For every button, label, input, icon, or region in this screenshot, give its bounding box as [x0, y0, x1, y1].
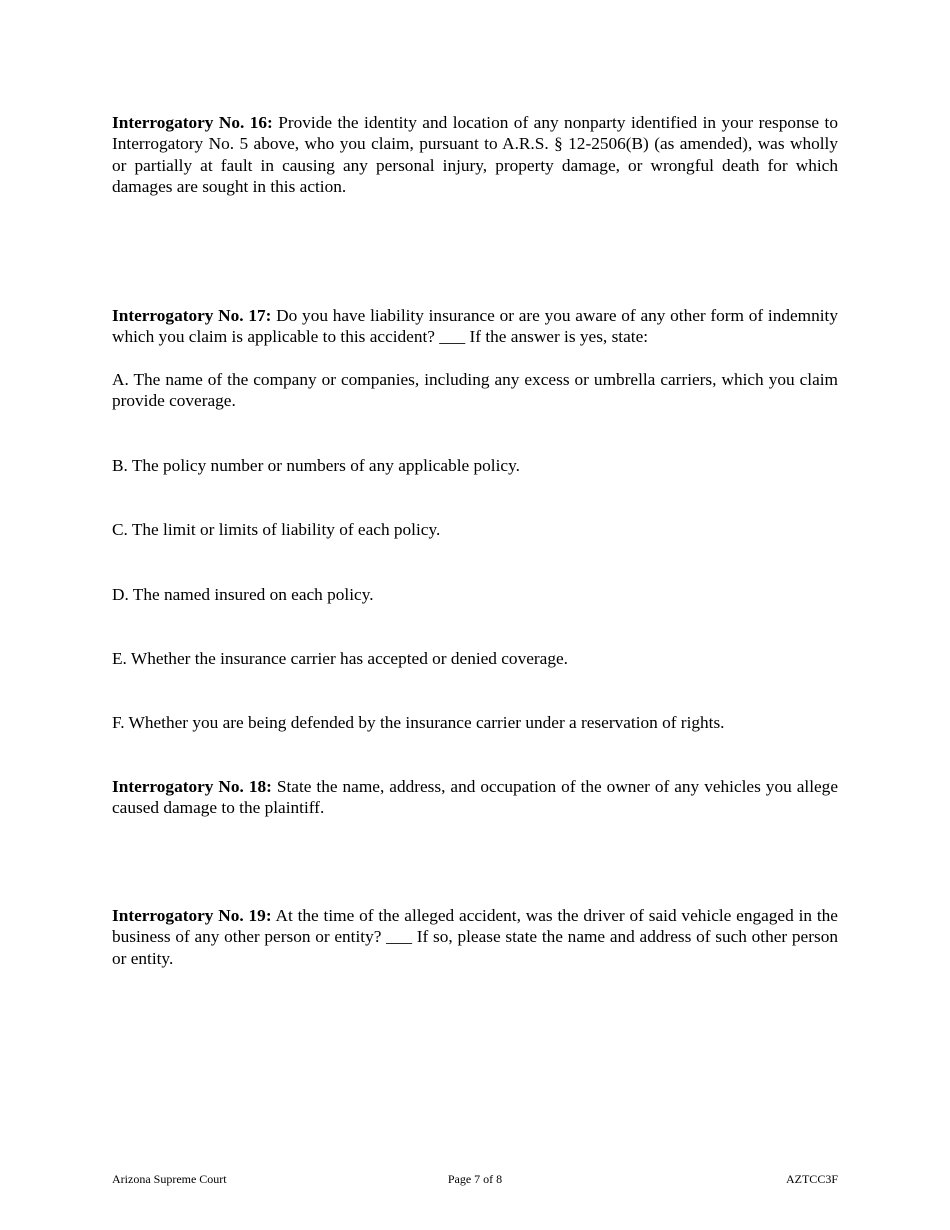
interrogatory-label: Interrogatory No. 17:: [112, 306, 272, 325]
subitem-e: E. Whether the insurance carrier has accepted or denied coverage.: [112, 649, 568, 668]
interrogatory-label: Interrogatory No. 16:: [112, 113, 273, 132]
footer-page-number: Page 7 of 8: [447, 1172, 503, 1186]
interrogatory-18: [112, 776, 838, 819]
interrogatory-17: [112, 305, 838, 348]
subitem-c: C. The limit or limits of liability of each policy.: [112, 520, 441, 539]
subitem-d: D. The named insured on each policy.: [112, 585, 374, 604]
footer-court-name: Arizona Supreme Court: [112, 1172, 227, 1186]
subitem-b: B. The policy number or numbers of any applicable policy.: [112, 456, 520, 475]
interrogatory-text: Provide the identity and location of any nonparty identified in your response to Interrogatory No. 5 above, who you claim, pursuant to A.R.S. § 12-2506(B) (as amended), was wholly or partially at fault in causing any personal injury, property damage, or wrongful death for which damages are sought in this action.: [112, 113, 838, 197]
interrogatory-text: State the name, address, and occupation of the owner of any vehicles you allege caused damage to the plaintiff.: [112, 777, 838, 818]
subitem-f: F. Whether you are being defended by the insurance carrier under a reservation of rights.: [112, 713, 725, 732]
footer-form-code: AZTCC3F: [785, 1172, 838, 1186]
interrogatory-text: Do you have liability insurance or are you aware of any other form of indemnity which you claim is applicable to this accident? ___ If the answer is yes, state:: [112, 306, 838, 347]
interrogatory-text: At the time of the alleged accident, was the driver of said vehicle engaged in the business of any other person or entity? ___ If so, please state the name and address of such other person or entity.: [112, 906, 838, 968]
interrogatory-19: [112, 905, 838, 969]
interrogatory-16: [112, 112, 838, 198]
interrogatory-label: Interrogatory No. 18:: [112, 777, 272, 796]
interrogatory-label: Interrogatory No. 19:: [112, 906, 272, 925]
subitem-a: A. The name of the company or companies, including any excess or umbrella carriers, which you claim provide coverage.: [112, 370, 838, 411]
